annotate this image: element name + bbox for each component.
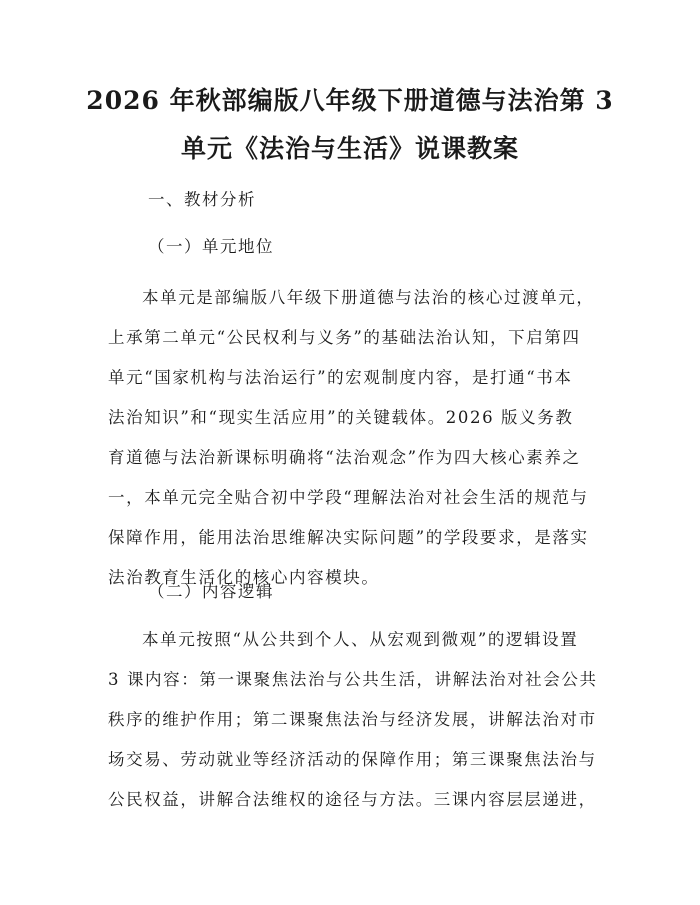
subsection-heading-unit-position: （一）单元地位 [148,237,274,256]
paragraph-line: 法治知识”和“现实生活应用”的关键载体。2026 版义务教 [108,408,574,427]
paragraph-line: 本单元是部编版八年级下册道德与法治的核心过渡单元， [142,288,595,307]
paragraph-line: 保障作用，能用法治思维解决实际问题”的学段要求，是落实 [108,528,589,547]
paragraph-line: 本单元按照“从公共到个人、从宏观到微观”的逻辑设置 [142,630,579,649]
paragraph-line: 秩序的维护作用；第二课聚焦法治与经济发展，讲解法治对市 [108,710,597,729]
paragraph-line: 公民权益，讲解合法维权的途径与方法。三课内容层层递进， [108,790,597,809]
subsection-heading-content-logic: （二）内容逻辑 [148,582,274,601]
paragraph-line: 3 课内容：第一课聚焦法治与公共生活，讲解法治对社会公共 [108,670,598,689]
paragraph-content-logic [108,620,608,820]
paragraph-line: 场交易、劳动就业等经济活动的保障作用；第三课聚焦法治与 [108,750,597,769]
paragraph-line: 法治教育生活化的核心内容模块。 [108,568,380,587]
section-heading-textbook-analysis: 一、教材分析 [148,190,256,209]
paragraph-line: 一，本单元完全贴合初中学段“理解法治对社会生活的规范与 [108,488,589,507]
document-title-line-1: 2026 年秋部编版八年级下册道德与法治第 3 [86,86,614,115]
paragraph-line: 单元“国家机构与法治运行”的宏观制度内容，是打通“书本 [108,368,573,387]
document-title-line-2: 单元《法治与生活》说课教案 [180,134,519,163]
paragraph-unit-position [108,278,608,598]
paragraph-line: 育道德与法治新课标明确将“法治观念”作为四大核心素养之 [108,448,581,467]
paragraph-line: 上承第二单元“公民权利与义务”的基础法治认知，下启第四 [108,328,581,347]
